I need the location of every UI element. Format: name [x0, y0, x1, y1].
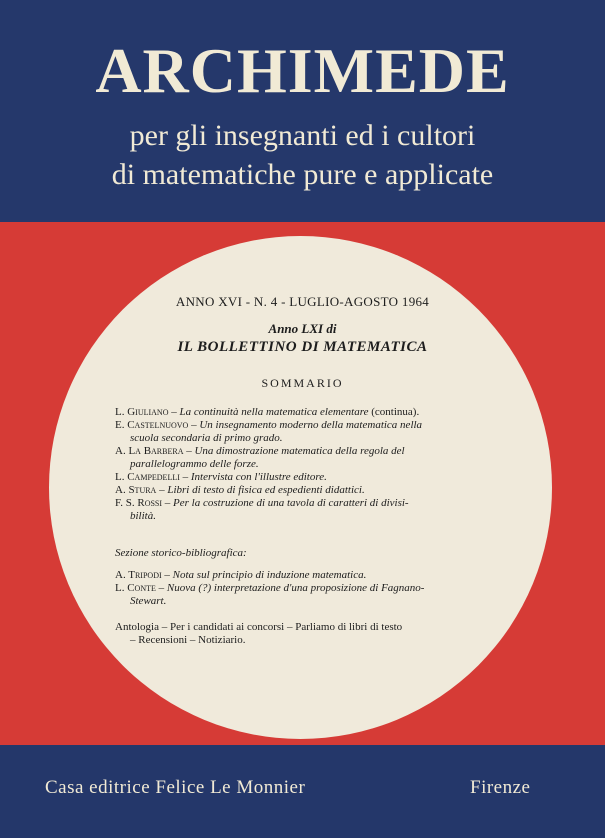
article-list [115, 406, 495, 523]
subtitle-line-1: per gli insegnanti ed i cultori [129, 119, 476, 152]
anno-line: Anno LXI di [268, 321, 337, 336]
article-entry: L. Conte – Nuova (?) interpretazione d'una proposizione di Fagnano- Stewart. [115, 582, 495, 608]
article-author: A. Tripodi [115, 569, 162, 581]
article-author: L. Giuliano [115, 406, 169, 418]
article-title: Intervista con l'illustre editore. [190, 471, 327, 483]
article-entry: A. Stura – Libri di testo di fisica ed espedienti didattici. [115, 484, 365, 496]
article-suffix: (continua). [368, 406, 420, 418]
bollettino-title: IL BOLLETTINO DI MATEMATICA [177, 339, 428, 355]
article-title: Per la costruzione di una tavola di caratteri di divisi- [173, 497, 409, 509]
article-title: Un insegnamento moderno della matematica nella [199, 419, 423, 431]
article-entry: E. Castelnuovo – Un insegnamento moderno della matematica nella scuola secondaria di primo grado. [115, 419, 495, 445]
article-title: Nuova (?) interpretazione d'una proposizione di Fagnano- [166, 582, 425, 594]
sommario-heading: SOMMARIO [261, 376, 344, 390]
article-entry: F. S. Rossi – Per la costruzione di una tavola di caratteri di divisi- bilità. [115, 497, 495, 523]
issue-line: ANNO XVI - N. 4 - LUGLIO-AGOSTO 1964 [175, 294, 430, 309]
article-title: Nota sul principio di induzione matematica. [172, 569, 367, 581]
section-article-list [115, 569, 495, 608]
publisher-name: Casa editrice Felice Le Monnier [45, 777, 306, 798]
article-author: E. Castelnuovo [115, 419, 189, 431]
article-title: La continuità nella matematica elementare [179, 406, 369, 418]
article-title-continued: bilità. [130, 510, 156, 522]
article-author: L. Campedelli [115, 471, 180, 483]
publisher-city: Firenze [470, 777, 531, 798]
article-entry: A. Tripodi – Nota sul principio di induzione matematica. [115, 569, 367, 581]
article-title-continued: scuola secondaria di primo grado. [130, 432, 283, 444]
article-title: Libri di testo di fisica ed espedienti didattici. [167, 484, 365, 496]
article-author: L. Conte [115, 582, 156, 594]
article-author: A. Stura [115, 484, 157, 496]
magazine-title: ARCHIMEDE [95, 35, 510, 106]
article-title-continued: parallelogrammo delle forze. [130, 458, 259, 470]
antologia-line [115, 621, 495, 647]
antologia-line-1: Antologia – Per i candidati ai concorsi – Parliamo di libri di testo [115, 621, 403, 633]
article-author: F. S. Rossi [115, 497, 163, 509]
article-entry: A. La Barbera – Una dimostrazione matematica della regola del parallelogrammo delle forze. [115, 445, 495, 471]
section-label: Sezione storico-bibliografica: [115, 547, 247, 559]
article-title: Una dimostrazione matematica della regola del [194, 445, 405, 457]
subtitle-line-2: di matematiche pure e applicate [111, 158, 494, 191]
article-title-continued: Stewart. [130, 595, 167, 607]
article-entry: L. Campedelli – Intervista con l'illustre editore. [115, 471, 327, 483]
antologia-line-2: – Recensioni – Notiziario. [130, 634, 246, 646]
article-author: A. La Barbera [115, 445, 184, 457]
article-entry: L. Giuliano – La continuità nella matematica elementare (continua). [115, 406, 420, 418]
